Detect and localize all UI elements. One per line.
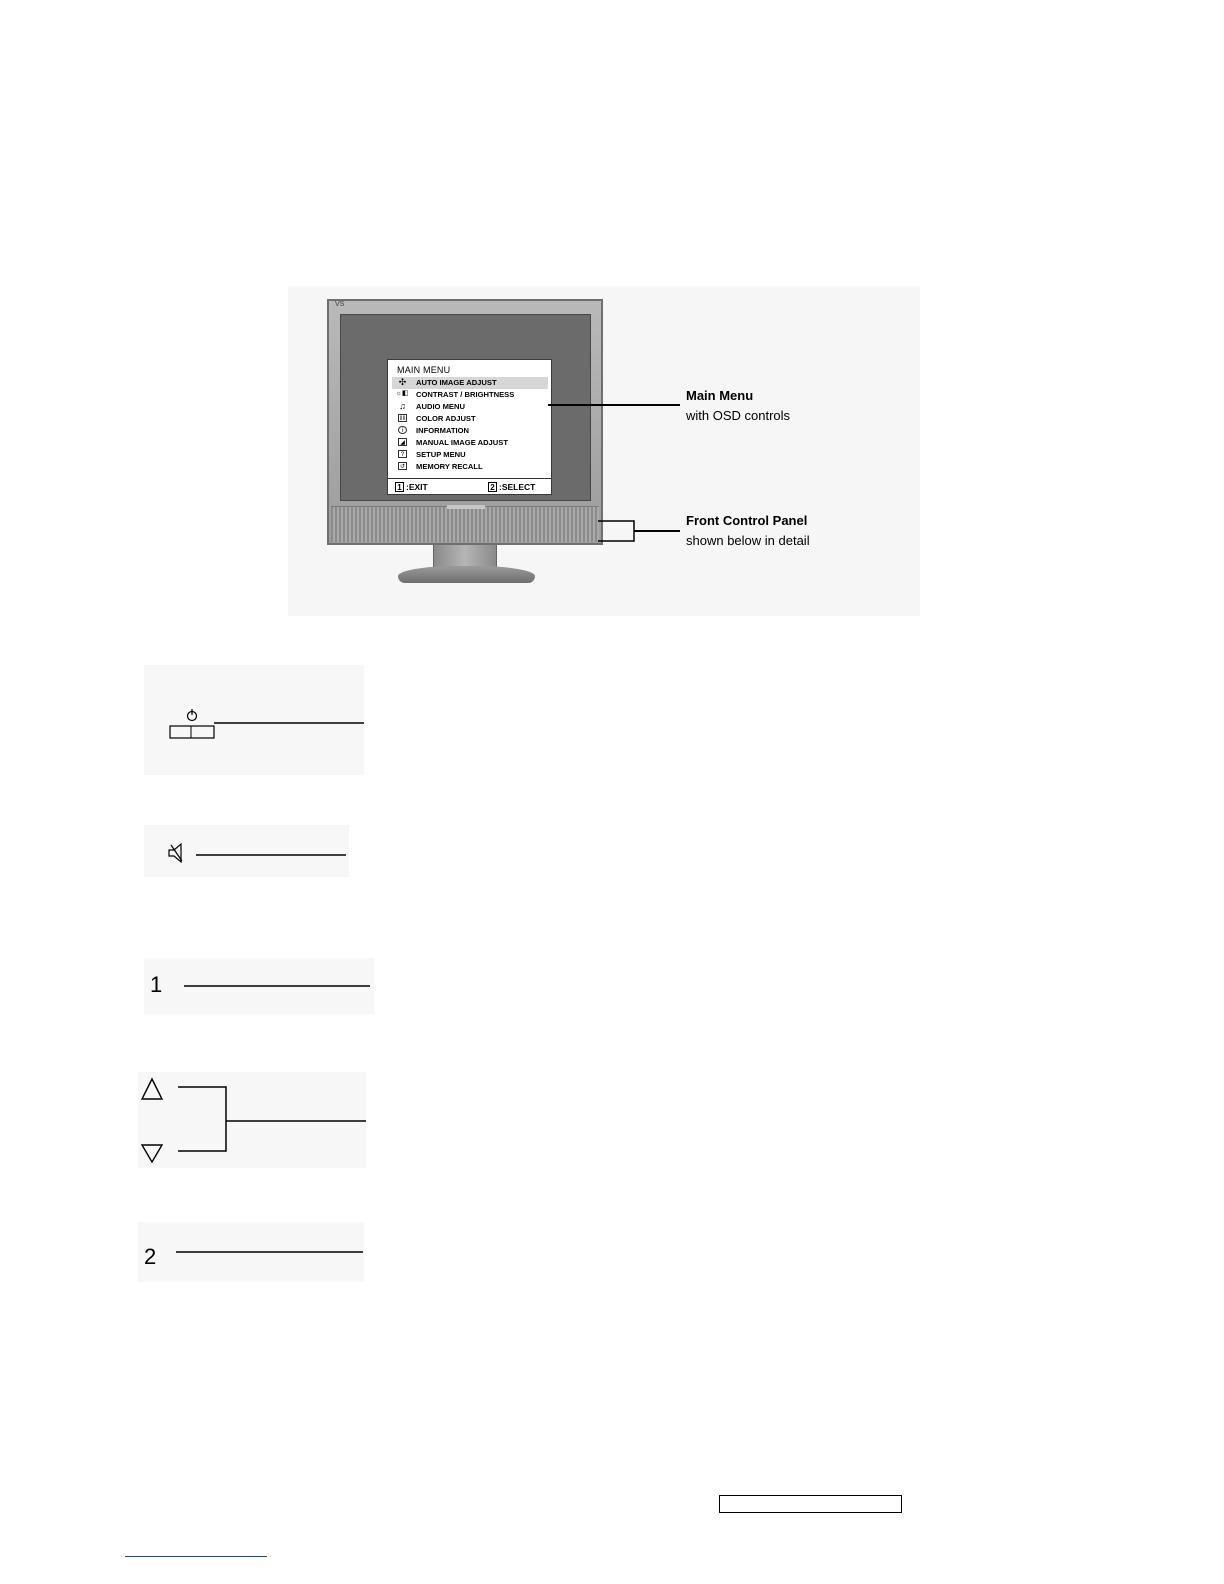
- footer-rule: [125, 1556, 267, 1557]
- power-control-panel: [144, 665, 364, 775]
- audio-icon: ♫: [399, 401, 406, 411]
- manual-adjust-icon: ◢: [398, 438, 407, 446]
- osd-title: MAIN MENU: [397, 365, 451, 375]
- osd-item-memory-recall[interactable]: ↺ MEMORY RECALL: [399, 462, 483, 471]
- callout-main-menu-title: Main Menu: [686, 388, 754, 403]
- power-icon: [144, 665, 364, 775]
- callout-main-menu-subtitle: with OSD controls: [686, 408, 791, 423]
- osd-item-manual-image-adjust[interactable]: ◢ MANUAL IMAGE ADJUST: [392, 437, 548, 449]
- info-icon: i: [398, 426, 407, 434]
- osd-item-color-adjust[interactable]: ‖‖ COLOR ADJUST: [392, 413, 548, 425]
- brand-mark: VS: [335, 301, 345, 308]
- callout-front-panel-title: Front Control Panel: [686, 513, 808, 528]
- button-1-label: 1: [150, 972, 163, 997]
- footer-box: [719, 1495, 902, 1513]
- osd-exit-key[interactable]: 1: [395, 482, 404, 492]
- mute-icon: [144, 825, 349, 877]
- osd-item-setup-menu[interactable]: ? SETUP MENU: [392, 449, 548, 461]
- power-button: [170, 726, 214, 738]
- osd-item-auto-image-adjust[interactable]: ✣ AUTO IMAGE ADJUST: [392, 377, 548, 389]
- color-bars-icon: ‖‖: [398, 414, 407, 422]
- mute-control-panel: [144, 825, 349, 877]
- crosshair-icon: ✣: [398, 377, 407, 387]
- memory-recall-icon: ↺: [399, 464, 406, 470]
- front-panel-bracket: [598, 521, 634, 541]
- callout-front-panel-subtitle: shown below in detail: [686, 533, 810, 548]
- up-down-control-panel: [138, 1072, 366, 1168]
- up-triangle-icon: [142, 1079, 162, 1099]
- button-2-leader: [138, 1222, 364, 1282]
- button-1-leader: [144, 958, 374, 1014]
- button-2-label: 2: [144, 1244, 157, 1269]
- contrast-brightness-icon: ☼◧: [395, 390, 409, 397]
- up-down-diagram: [138, 1072, 366, 1168]
- osd-select-label: :SELECT: [499, 482, 536, 492]
- osd-item-information[interactable]: i INFORMATION: [392, 425, 548, 437]
- osd-item-audio-menu[interactable]: ♫ AUDIO MENU: [399, 401, 465, 411]
- osd-item-contrast-brightness[interactable]: ☼◧ CONTRAST / BRIGHTNESS: [395, 390, 515, 399]
- setup-icon: ?: [398, 450, 407, 458]
- osd-exit-label: :EXIT: [406, 482, 428, 492]
- button-1-panel: [144, 958, 374, 1014]
- button-2-panel: [138, 1222, 364, 1282]
- down-triangle-icon: [142, 1145, 162, 1162]
- osd-select-key[interactable]: 2: [488, 482, 497, 492]
